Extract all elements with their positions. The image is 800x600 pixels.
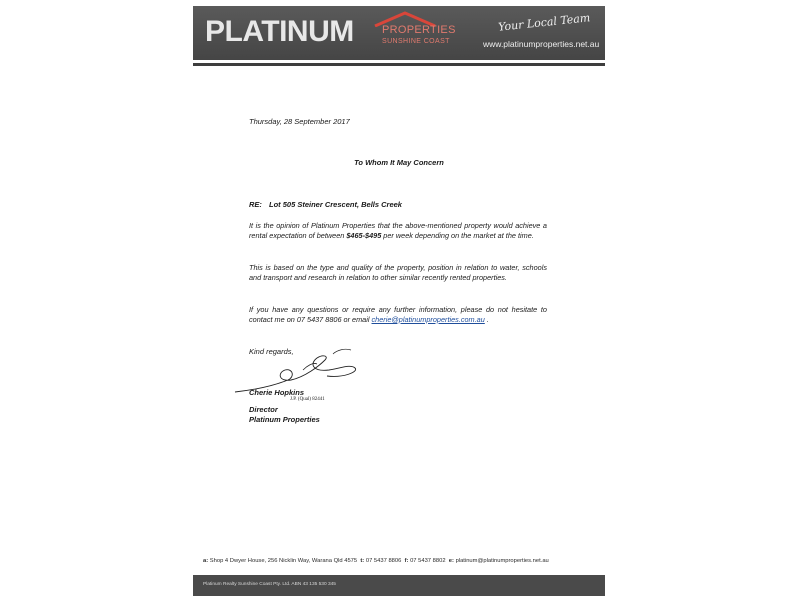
paragraph-text: It is the opinion of Platinum Properties that the above-mentioned property would achieve a rental expectation of between [249,221,547,240]
fax-label: f: [404,558,409,564]
letter-page [193,6,605,596]
address-label: a: [203,558,209,564]
letter-salutation: To Whom It May Concern [354,158,444,167]
letterhead-banner [193,6,605,60]
footer-fax: 07 5437 8802 [410,558,446,564]
paragraph-text: per week depending on the market at the time. [381,231,534,240]
brand-region: SUNSHINE COAST [382,38,450,45]
footer-abn: Platinum Realty Sunshine Coast Pty. Ltd. ABN 43 135 530 345 [203,582,336,587]
paragraph-text: . [484,315,489,324]
footer-email[interactable]: platinum@platinumproperties.net.au [455,558,549,564]
closing: Kind regards, [249,347,294,356]
brand-tagline: Your Local Team [497,11,591,34]
re-label: RE: [249,200,262,209]
re-subject: Lot 505 Steiner Crescent, Bells Creek [269,200,402,209]
paragraph-text: If you have any questions or require any further information, please do not hesitate to contact me on 07 5437 8806 or email [249,305,547,324]
signer-company: Platinum Properties [249,415,320,424]
paragraph-opinion [249,221,547,241]
footer-bar [193,575,605,596]
signer-title: Director [249,405,278,414]
paragraph-contact [249,305,547,325]
brand-wordmark: PLATINUM [205,15,354,48]
signer-name: Cherie Hopkins [249,388,305,397]
signer-jp-number: J.P. (Qual) 82441 [290,397,325,402]
footer-address: Shop 4 Dwyer House, 256 Nicklin Way, Warana Qld 4575 [209,558,358,564]
phone-label: t: [360,558,365,564]
header-divider [193,63,605,66]
brand-subtitle: PROPERTIES [382,24,456,36]
website-link[interactable]: www.platinumproperties.net.au [483,39,600,49]
footer-phone: 07 5437 8806 [365,558,402,564]
email-link[interactable]: cherie@platinumproperties.com.au [371,315,485,324]
re-line [249,200,402,209]
email-label: e: [448,558,454,564]
footer-contact-line [203,558,605,564]
rental-amount: $465-$495 [346,231,382,240]
paragraph-basis: This is based on the type and quality of the property, position in relation to water, schools and transport and research in relation to other similar recently rented properties. [249,263,547,282]
letter-date: Thursday, 28 September 2017 [249,117,350,126]
